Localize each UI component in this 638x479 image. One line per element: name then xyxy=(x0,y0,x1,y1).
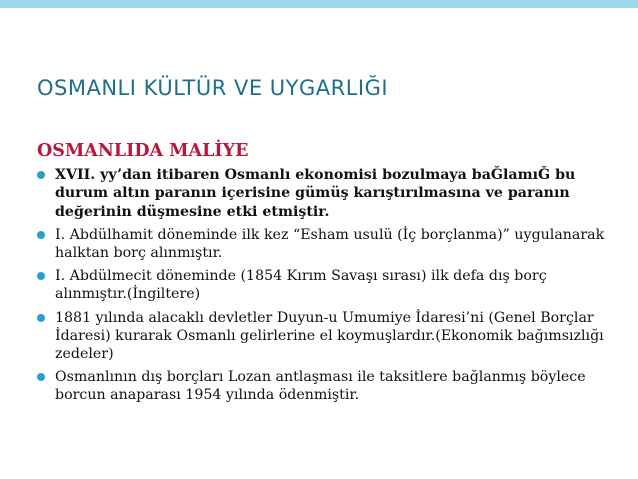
list-item-text: Osmanlının dış borçları Lozan antlaşması ile taksitlere bağlanmış böylece borcun anaparası 1954 yılında ödenmiştir. xyxy=(55,369,586,404)
list-item xyxy=(37,166,607,221)
list-item xyxy=(37,267,607,303)
bullet-icon xyxy=(37,171,45,179)
section-heading: OSMANLIDA MALİYE xyxy=(37,141,249,161)
bullet-icon xyxy=(37,272,45,280)
list-item xyxy=(37,309,607,364)
list-item-text: 1881 yılında alacaklı devletler Duyun-u Umumiye İdaresi’ni (Genel Borçlar İdaresi) kurarak Osmanlı gelirlerine el koymuşlardır.(Ekonomik bağımsızlığı zedeler) xyxy=(55,309,604,363)
list-item-text: XVII. yy’dan itibaren Osmanlı ekonomisi bozulmaya baĞlamıĞ bu durum altın paranın içerisine gümüş karıştırılmasına ve paranın değerinin düşmesine etki etmiştir. xyxy=(55,167,576,220)
list-item-text: I. Abdülmecit döneminde (1854 Kırım Savaşı sırası) ilk defa dış borç alınmıştır.(İngiltere) xyxy=(55,268,547,303)
bullet-icon xyxy=(37,231,45,239)
list-item xyxy=(37,368,607,404)
slide-title: OSMANLI KÜLTÜR VE UYGARLIĞI xyxy=(37,76,389,100)
slide-content xyxy=(37,142,607,410)
bullet-list xyxy=(37,166,607,404)
list-item-text: I. Abdülhamit döneminde ilk kez “Esham usulü (İç borçlanma)” uygulanarak halktan borç alınmıştır. xyxy=(55,226,605,262)
top-accent-bar xyxy=(0,0,638,8)
list-item xyxy=(37,226,607,262)
bullet-icon xyxy=(37,373,45,381)
bullet-icon xyxy=(37,314,45,322)
